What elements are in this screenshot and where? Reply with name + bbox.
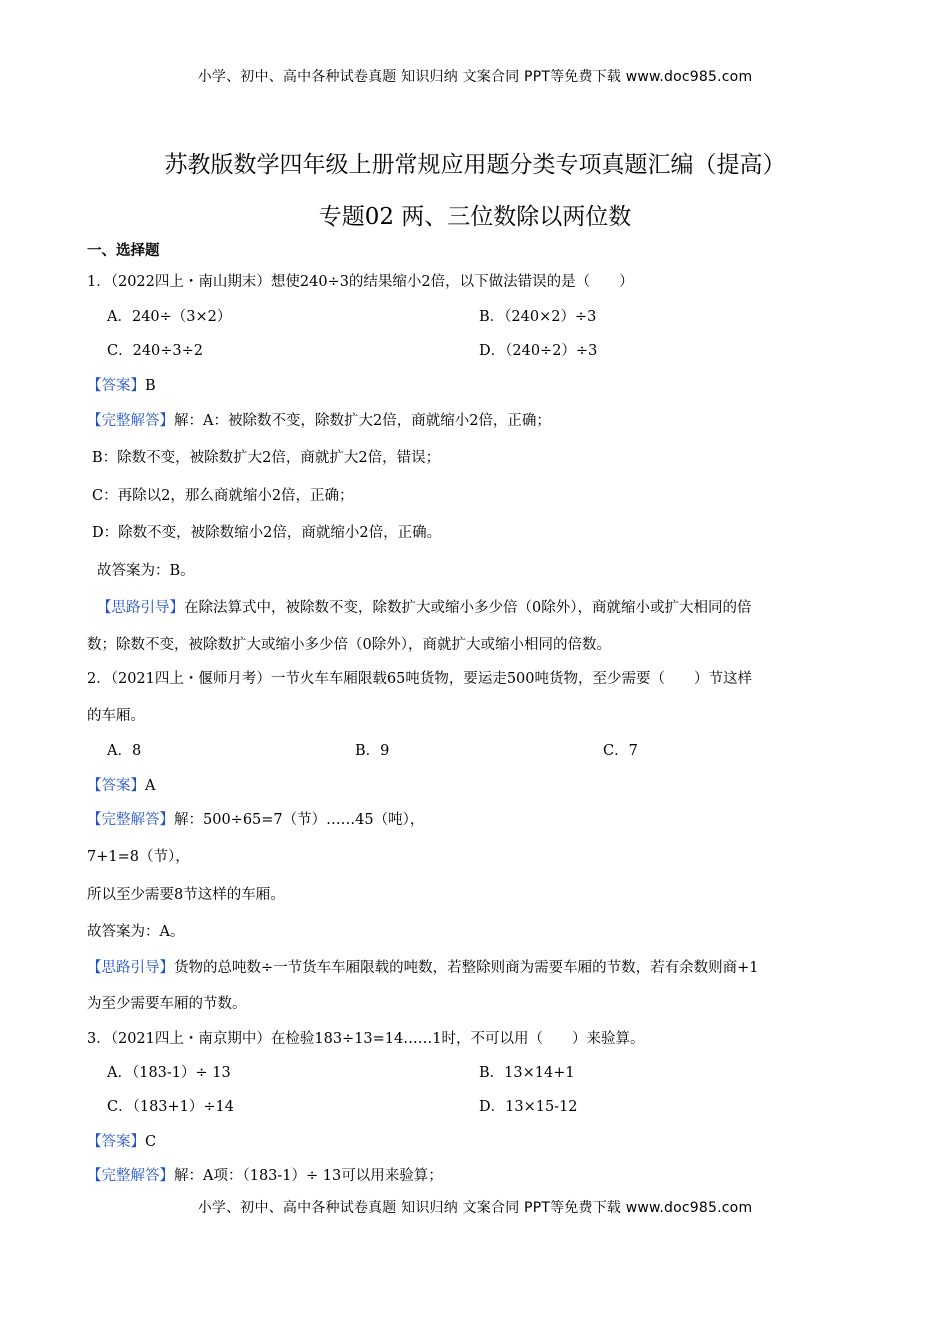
question-3-stem: 3．（2021四上・南京期中）在检验183÷13=14……1时，不可以用（ ）来验算。 <box>87 1031 645 1047</box>
hint-text: 在除法算式中，被除数不变，除数扩大或缩小多少倍（0除外），商就缩小或扩大相同的倍 <box>184 600 752 616</box>
question-3-option-b: B．13×14+1 <box>479 1065 575 1081</box>
question-2-option-a: A．8 <box>107 743 142 759</box>
question-2-option-b: B．9 <box>355 743 390 759</box>
question-3-solution-line <box>87 1166 443 1186</box>
question-2-hint-line: 为至少需要车厢的节数。 <box>87 996 247 1012</box>
solution-tag: 【完整解答】 <box>87 812 174 828</box>
question-3-answer <box>87 1132 156 1152</box>
question-2-solution-line <box>87 810 424 830</box>
hint-text: 货物的总吨数÷一节货车车厢限载的吨数，若整除则商为需要车厢的节数，若有余数则商+1 <box>174 960 759 976</box>
solution-tag: 【完整解答】 <box>87 413 174 429</box>
question-2-hint-line <box>87 958 759 978</box>
question-3-option-c: C．（183+1）÷14 <box>107 1099 234 1115</box>
question-1-option-b: B．（240×2）÷3 <box>479 309 597 325</box>
question-1-hint-line <box>97 598 751 618</box>
answer-value: B <box>145 378 156 394</box>
question-2-solution-line: 7+1=8（节）， <box>87 849 190 865</box>
question-1-answer <box>87 376 156 396</box>
answer-value: C <box>145 1134 157 1150</box>
hint-tag: 【思路引导】 <box>87 960 174 976</box>
document-title: 苏教版数学四年级上册常规应用题分类专项真题汇编（提高） <box>164 152 786 178</box>
question-2-stem: 2．（2021四上・偃师月考）一节火车车厢限载65吨货物，要运走500吨货物，至少需要（ ）节这样 <box>87 671 752 687</box>
hint-tag: 【思路引导】 <box>97 600 184 616</box>
answer-tag: 【答案】 <box>87 778 145 794</box>
question-2-stem: 的车厢。 <box>87 708 145 724</box>
question-2-answer <box>87 776 155 796</box>
question-1-stem: 1．（2022四上・南山期末）想使240÷3的结果缩小2倍，以下做法错误的是（ ） <box>87 274 634 290</box>
answer-tag: 【答案】 <box>87 378 145 394</box>
solution-text: 解：A项：（183-1）÷ 13可以用来验算； <box>174 1168 443 1184</box>
solution-text: 解：500÷65=7（节）……45（吨）， <box>174 812 425 828</box>
question-1-solution-line: C：再除以2，那么商就缩小2倍，正确； <box>92 488 354 504</box>
answer-tag: 【答案】 <box>87 1134 145 1150</box>
question-1-solution-line: 故答案为：B。 <box>97 563 195 579</box>
answer-value: A <box>145 778 156 794</box>
question-1-option-d: D．（240÷2）÷3 <box>479 343 598 359</box>
document-subtitle: 专题02 两、三位数除以两位数 <box>318 204 632 230</box>
section-heading: 一、选择题 <box>87 243 160 259</box>
question-3-option-a: A．（183-1）÷ 13 <box>107 1065 231 1081</box>
question-3-option-d: D．13×15-12 <box>479 1099 578 1115</box>
solution-text: 解：A：被除数不变，除数扩大2倍，商就缩小2倍，正确； <box>174 413 551 429</box>
question-1-option-c: C．240÷3÷2 <box>107 343 204 359</box>
question-2-option-c: C．7 <box>603 743 638 759</box>
question-1-option-a: A．240÷（3×2） <box>107 309 232 325</box>
question-1-solution-line: D：除数不变，被除数缩小2倍，商就缩小2倍，正确。 <box>92 525 442 541</box>
question-1-solution-line <box>87 411 551 431</box>
question-1-hint-line: 数；除数不变，被除数扩大或缩小多少倍（0除外），商就扩大或缩小相同的倍数。 <box>87 637 611 653</box>
header-banner: 小学、初中、高中各种试卷真题 知识归纳 文案合同 PPT等免费下载 www.doc985.com <box>197 69 753 85</box>
question-2-solution-line: 故答案为：A。 <box>87 924 185 940</box>
footer-banner: 小学、初中、高中各种试卷真题 知识归纳 文案合同 PPT等免费下载 www.doc985.com <box>197 1200 753 1216</box>
question-1-solution-line: B：除数不变，被除数扩大2倍，商就扩大2倍，错误； <box>92 450 441 466</box>
question-2-solution-line: 所以至少需要8节这样的车厢。 <box>87 887 285 903</box>
solution-tag: 【完整解答】 <box>87 1168 174 1184</box>
